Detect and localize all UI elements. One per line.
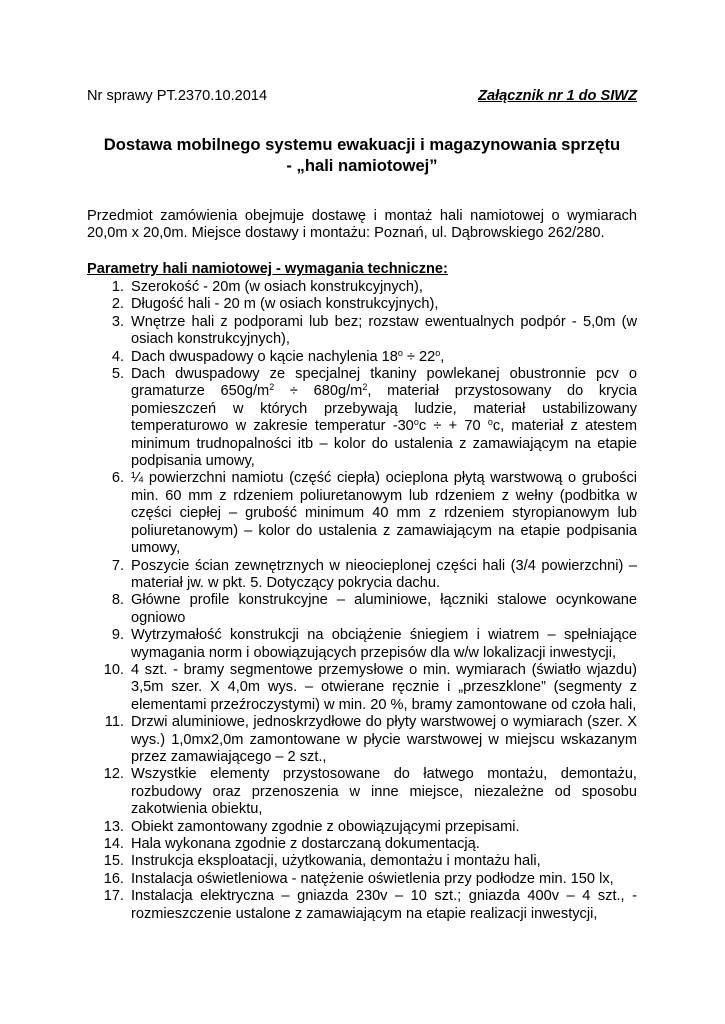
list-item <box>87 279 637 296</box>
list-item <box>87 558 637 593</box>
item-text: Główne profile konstrukcyjne – aluminiowe, łączniki stalowe ocynkowane ogniowo <box>131 592 637 626</box>
item-number: 13. <box>103 818 124 835</box>
list-item <box>87 819 637 836</box>
item-text: 4 szt. - bramy segmentowe przemysłowe o min. wymiarach (światło wjazdu) 3,5m szer. X 4,0m wys. – otwierane ręcznie i „przeszklone” (segmenty z elementami przeźroczystymi) w min. 20 %, bramy zamontowane od czoła hali, <box>131 661 637 713</box>
title-line-2: - „hali namiotowej” <box>286 156 438 175</box>
item-number: 2. <box>111 296 124 313</box>
item-number: 6. <box>111 470 124 487</box>
list-item <box>87 349 637 366</box>
item-number: 7. <box>111 557 124 574</box>
item-text: Obiekt zamontowany zgodnie z obowiązującymi przepisami. <box>131 818 520 835</box>
item-text: Drzwi aluminiowe, jednoskrzydłowe do płyty warstwowej o wymiarach (szer. X wys.) 1,0mx2,0m zamontowane w płycie warstwowej w miejscu wskazanym przez zamawiającego – 2 szt., <box>131 714 637 765</box>
intro-paragraph <box>87 208 637 243</box>
item-text: Szerokość - 20m (w osiach konstrukcyjnych), <box>131 279 423 295</box>
item-text: Instalacja oświetleniowa - natężenie oświetlenia przy podłodze min. 150 lx, <box>131 870 614 887</box>
item-number: 17. <box>103 888 124 905</box>
item-number: 15. <box>103 853 124 870</box>
item-text: Instrukcja eksploatacji, użytkowania, demontażu i montażu hali, <box>131 853 541 870</box>
item-text: Dach dwuspadowy o kącie nachylenia $18^o \div 22^o$, <box>131 347 445 365</box>
item-text: Długość hali - 20 m (w osiach konstrukcyjnych), <box>131 296 439 313</box>
list-item <box>87 714 637 766</box>
document-title <box>87 134 637 176</box>
list-item <box>87 871 637 888</box>
case-number: Nr sprawy PT.2370.10.2014 <box>87 88 268 104</box>
item-number: 14. <box>103 836 124 852</box>
item-text: Wytrzymałość konstrukcji na obciążenie śniegiem i wiatrem – spełniające wymagania norm i obowiązujących przepisów dla w/w lokalizacji inwestycji, <box>131 627 637 661</box>
list-item <box>87 314 637 349</box>
requirements-list <box>87 279 637 923</box>
list-item <box>87 296 637 313</box>
item-text: Dach dwuspadowy ze specjalnej tkaniny powlekanej obustronnie pcv o gramaturze $650g/m^2 \div 680g/m^2$, materiał przystosowany do krycia pomieszczeń w których przebywają ludzie, materiał ustabilizowany temperaturowo w zakresie temperatur $-30^oc$ ÷ + 70 $^o$c, materiał z atestem minimum trudnopalności itb – kolor do ustalenia z zamawiającym na etapie podpisania umowy, <box>131 366 638 470</box>
item-text: Instalacja elektryczna – gniazda 230v – 10 szt.; gniazda 400v – 4 szt., - rozmieszczenie ustalone z zamawiającym na etapie realizacji inwestycji, <box>131 888 637 922</box>
title-line-1: Dostawa mobilnego systemu ewakuacji i magazynowania sprzętu <box>103 135 621 154</box>
item-number: 8. <box>111 592 124 609</box>
item-number: 16. <box>103 870 124 887</box>
list-item <box>87 366 637 470</box>
item-number: 12. <box>103 766 124 783</box>
list-item <box>87 627 637 662</box>
item-number: 9. <box>111 627 124 644</box>
item-number: 4. <box>111 348 124 365</box>
item-text: Hala wykonana zgodnie z dostarczaną dokumentacją. <box>131 836 480 852</box>
item-number: 3. <box>111 313 124 330</box>
attachment-label: Załącznik nr 1 do SIWZ <box>478 88 637 104</box>
list-item <box>87 766 637 818</box>
list-item <box>87 888 637 923</box>
list-item <box>87 836 637 853</box>
item-text: Wszystkie elementy przystosowane do łatwego montażu, demontażu, rozbudowy oraz przenoszenia w inne miejsce, niezależne od sposobu zakotwienia obiektu, <box>131 766 637 818</box>
intro-text: Przedmiot zamówienia obejmuje dostawę i montaż hali namiotowej o wymiarach 20,0m x 20,0m. Miejsce dostawy i montażu: Poznań, ul. Dąbrowskiego 262/280. <box>87 208 637 242</box>
item-number: 1. <box>111 279 124 295</box>
page-header <box>87 88 637 106</box>
section-heading: Parametry hali namiotowej - wymagania techniczne: <box>87 261 448 277</box>
list-item <box>87 592 637 627</box>
item-number: 5. <box>111 366 124 383</box>
list-item <box>87 853 637 870</box>
item-text: Poszycie ścian zewnętrznych w nieocieplonej części hali (3/4 powierzchni) – materiał jw. w pkt. 5. Dotyczący pokrycia dachu. <box>131 557 637 591</box>
item-number: 10. <box>103 661 124 678</box>
list-item <box>87 662 637 714</box>
item-text: Wnętrze hali z podporami lub bez; rozstaw ewentualnych podpór - 5,0m (w osiach konstrukcyjnych), <box>131 313 637 348</box>
list-item <box>87 470 637 557</box>
item-text: ¼ powierzchni namiotu (część ciepła) ocieplona płytą warstwową o grubości min. 60 mm z rdzeniem poliuretanowym lub rdzeniem z wełny (podbitka w części ciepłej – grubość minimum 40 mm z rdzeniem styropianowym lub poliuretanowym) – kolor do ustalenia z zamawiającym na etapie podpisania umowy, <box>131 470 637 557</box>
item-number: 11. <box>104 714 124 731</box>
